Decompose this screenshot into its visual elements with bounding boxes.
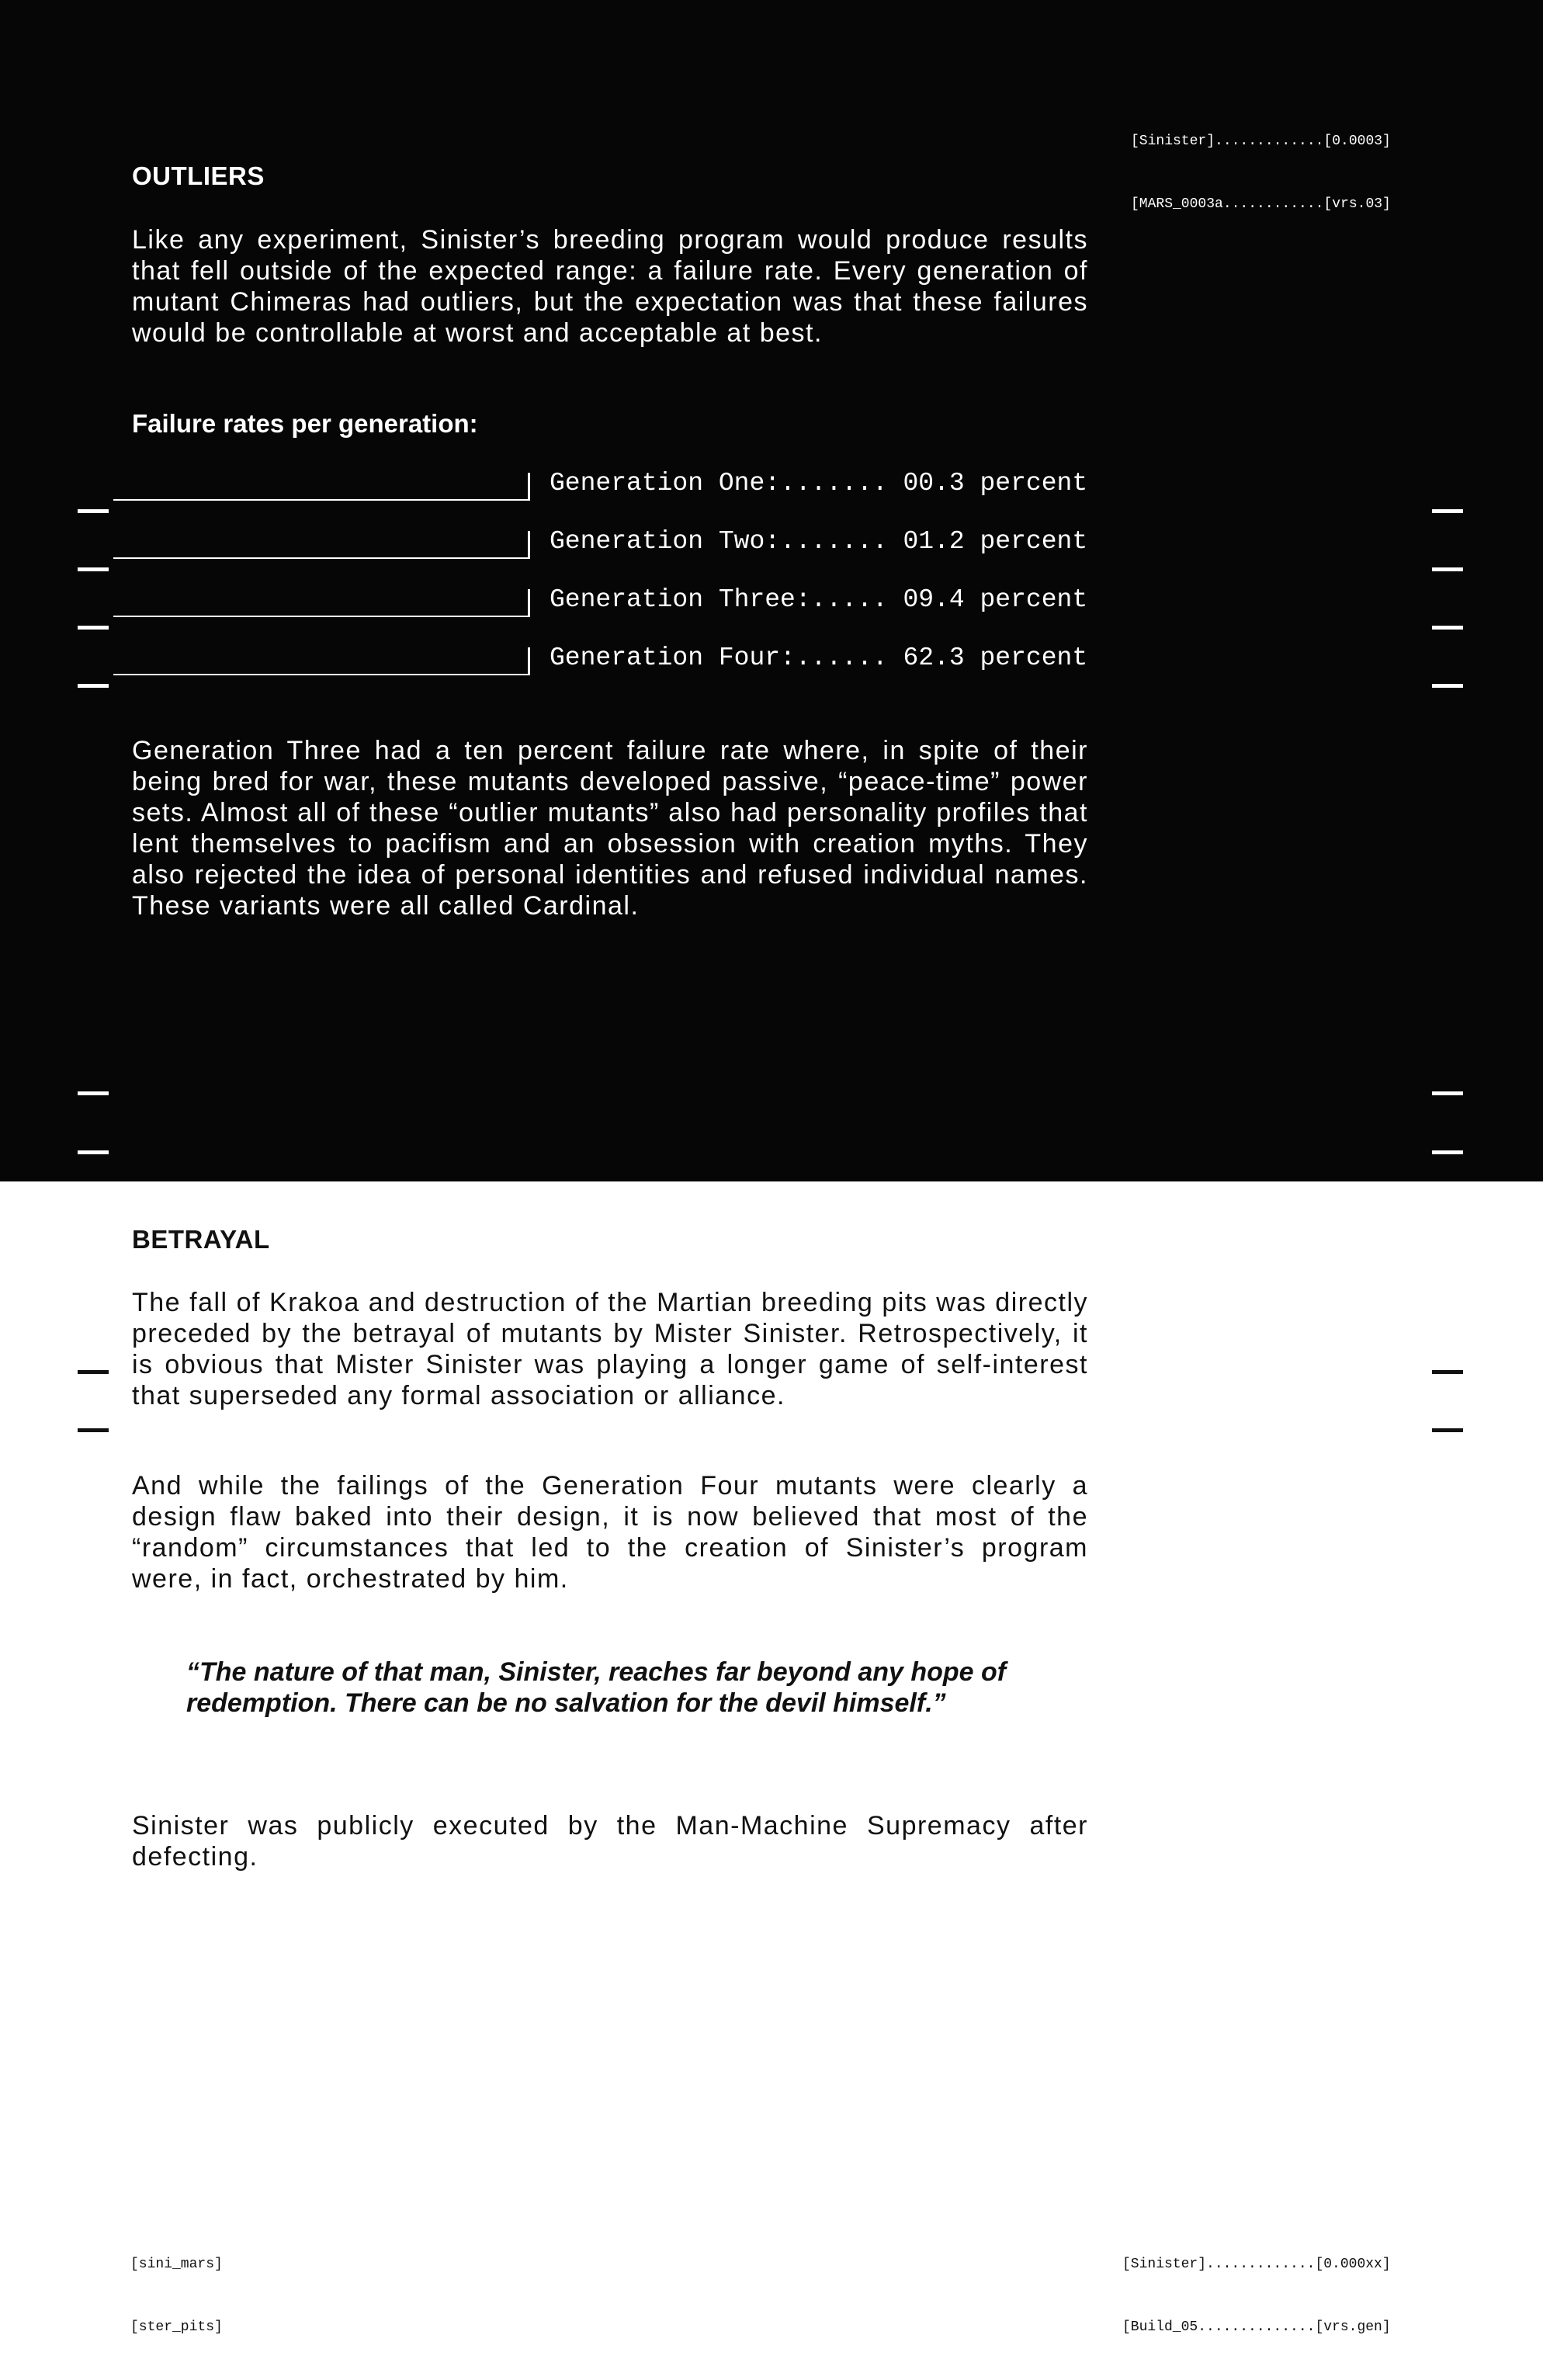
- sinister-quote: “The nature of that man, Sinister, reaches far beyond any hope of redemption. There can be no salvation for the devil himself.”: [186, 1657, 1007, 1718]
- leader-line: [113, 499, 528, 501]
- outliers-heading: OUTLIERS: [132, 161, 265, 190]
- margin-dash: [78, 626, 109, 630]
- header-meta-line2: [MARS_0003a............[vrs.03]: [1131, 196, 1391, 212]
- betrayal-paragraph-2: And while the failings of the Generation Four mutants were clearly a design flaw baked into their design, it is now believed that most of the “random” circumstances that led to the creation of Sinister’s program were, in fact, orchestrated by him.: [132, 1471, 1088, 1594]
- footer-right-line2: [Build_05..............[vrs.gen]: [1122, 2319, 1391, 2335]
- margin-dash: [78, 1091, 109, 1095]
- footer-left-line1: [sini_mars]: [130, 2257, 223, 2272]
- generation-row: [0, 643, 1543, 689]
- margin-dash: [78, 567, 109, 571]
- betrayal-paragraph-3: Sinister was publicly executed by the Man-Machine Supremacy after defecting.: [132, 1811, 1088, 1872]
- margin-dash: [1432, 684, 1463, 688]
- margin-dash: [78, 1370, 109, 1374]
- betrayal-section: [0, 1181, 1543, 2372]
- margin-dash: [78, 509, 109, 513]
- generation-text: [550, 643, 1087, 674]
- leader-line: [113, 674, 528, 675]
- betrayal-heading: BETRAYAL: [132, 1225, 270, 1254]
- generation-label: Generation Two:.......: [550, 527, 888, 556]
- generation-value: 62.3 percent: [903, 644, 1088, 672]
- generation-value: 01.2 percent: [903, 527, 1088, 556]
- generation-value: 09.4 percent: [903, 585, 1088, 614]
- margin-dash: [1432, 509, 1463, 513]
- margin-dash: [78, 684, 109, 688]
- margin-dash: [1432, 1428, 1463, 1432]
- margin-dash: [78, 1150, 109, 1154]
- leader-tick: [528, 647, 530, 675]
- leader-tick: [528, 589, 530, 617]
- margin-dash: [1432, 626, 1463, 630]
- margin-dash: [1432, 1150, 1463, 1154]
- generation-text: [550, 585, 1087, 616]
- generation-row: [0, 585, 1543, 631]
- margin-dash: [1432, 567, 1463, 571]
- generation-label: Generation Three:.....: [550, 585, 888, 614]
- header-meta: [1131, 89, 1391, 257]
- generation-text: [550, 468, 1087, 499]
- leader-line: [113, 616, 528, 617]
- footer-right-line1: [Sinister].............[0.000xx]: [1122, 2257, 1391, 2272]
- footer-right-meta: [1122, 2212, 1391, 2380]
- outliers-section: [0, 0, 1543, 1181]
- betrayal-paragraph-1: The fall of Krakoa and destruction of the Martian breeding pits was directly preceded by the betrayal of mutants by Mister Sinister. Retrospectively, it is obvious that Mister Sinister was playing a longer game of self-interest that superseded any formal association or alliance.: [132, 1288, 1088, 1410]
- leader-line: [113, 557, 528, 559]
- margin-dash: [78, 1428, 109, 1432]
- footer-left-meta: [130, 2212, 223, 2380]
- generation-value: 00.3 percent: [903, 469, 1088, 498]
- leader-tick: [528, 473, 530, 501]
- footer-left-line2: [ster_pits]: [130, 2319, 223, 2335]
- generation-row: [0, 468, 1543, 515]
- generation-label: Generation Four:......: [550, 644, 888, 672]
- cardinal-paragraph: Generation Three had a ten percent failure rate where, in spite of their being bred for war, these mutants developed passive, “peace-time” power sets. Almost all of these “outlier mutants” also had personality profiles that lent themselves to pacifism and an obsession with creation myths. They also rejected the idea of personal identities and refused individual names. These variants were all called Cardinal.: [132, 736, 1088, 921]
- margin-dash: [1432, 1091, 1463, 1095]
- failure-rates-subheading: Failure rates per generation:: [132, 409, 478, 438]
- generation-text: [550, 526, 1087, 557]
- header-meta-line1: [Sinister].............[0.0003]: [1131, 134, 1391, 149]
- margin-dash: [1432, 1370, 1463, 1374]
- generation-row: [0, 526, 1543, 573]
- generation-label: Generation One:.......: [550, 469, 888, 498]
- leader-tick: [528, 531, 530, 559]
- outliers-paragraph: Like any experiment, Sinister’s breeding program would produce results that fell outside of the expected range: a failure rate. Every generation of mutant Chimeras had outliers, but the expectation was that these failures would be controllable at worst and acceptable at best.: [132, 225, 1088, 348]
